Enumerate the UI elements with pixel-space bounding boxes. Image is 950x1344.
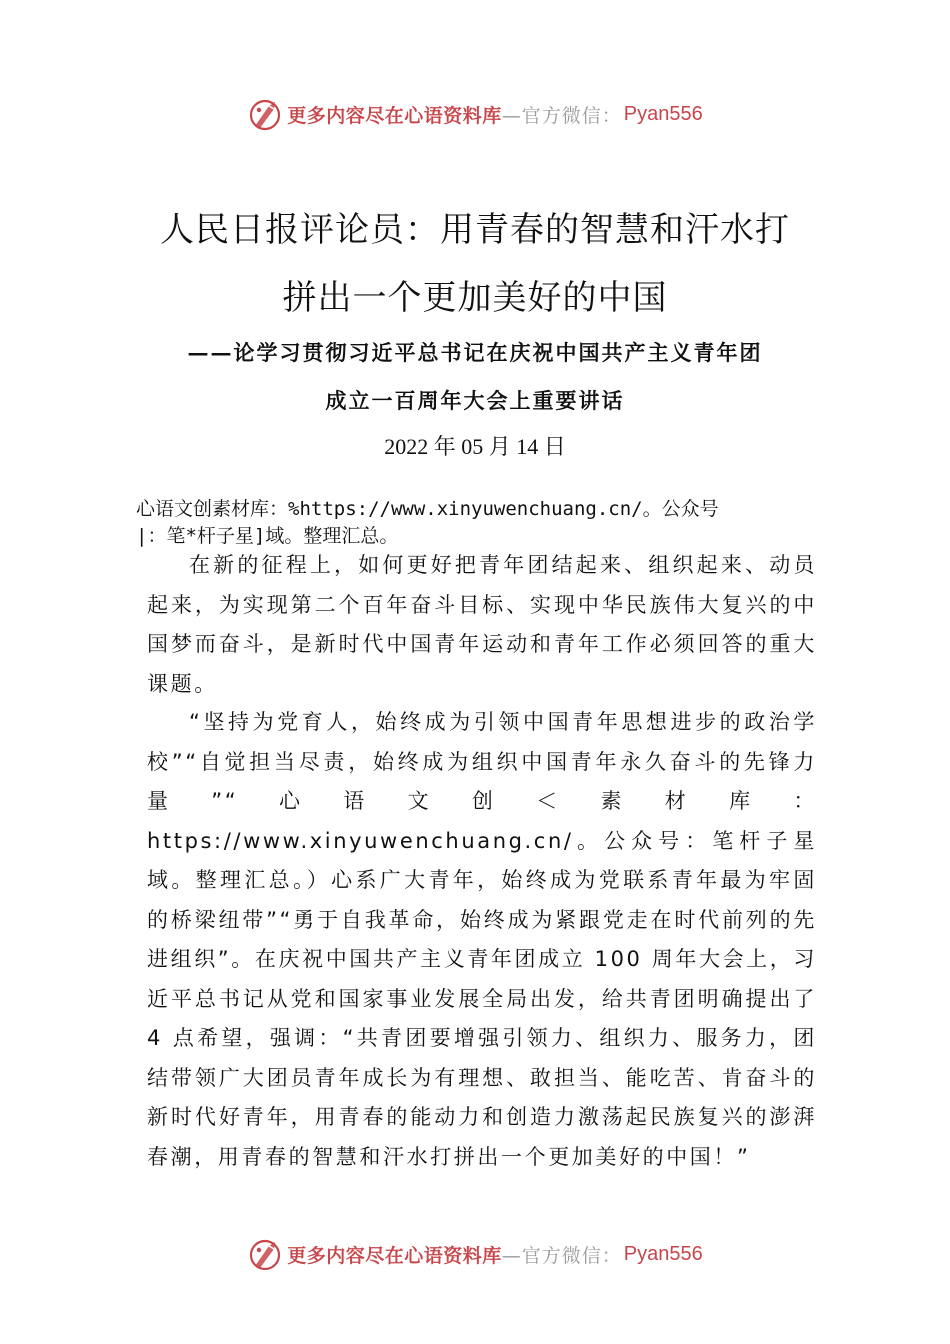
- pen-nib-icon: [247, 96, 283, 132]
- subtitle-line-2: 成立一百周年大会上重要讲话: [325, 388, 625, 413]
- source-note-line-1: 心语文创素材库：%https://www.xinyuwenchuang.cn/。公众号: [136, 498, 719, 520]
- body-paragraph-1: 在新的征程上，如何更好把青年团结起来、组织起来、动员起来，为实现第二个百年奋斗目标、实现中华民族伟大复兴的中国梦而奋斗，是新时代中国青年运动和青年工作必须回答的重大课题。: [147, 553, 817, 696]
- publish-date: 2022 年 05 月 14 日: [384, 434, 566, 459]
- watermark-banner-top: [0, 92, 950, 136]
- watermark-wechat-id: Pyan556: [623, 102, 703, 125]
- pen-nib-icon: [247, 1236, 283, 1272]
- watermark-wechat-id: Pyan556: [623, 1242, 703, 1265]
- watermark-banner-bottom: [0, 1232, 950, 1276]
- source-note-line-2: |：笔*杆子星]域。整理汇总。: [136, 525, 399, 547]
- watermark-wechat-label: —官方微信：: [501, 104, 622, 127]
- watermark-brand: 更多内容尽在心语资料库: [287, 104, 502, 127]
- subtitle-line-1: ——论学习贯彻习近平总书记在庆祝中国共产主义青年团: [187, 340, 763, 365]
- page-title-line-2: 拼出一个更加美好的中国: [282, 278, 668, 318]
- page-title-line-1: 人民日报评论员：用青春的智慧和汗水打: [160, 210, 790, 250]
- body-paragraph-2: “坚持为党育人，始终成为引领中国青年思想进步的政治学校”“自觉担当尽责，始终成为组织中国青年永久奋斗的先锋力量”“心语文创＜素材库：https://www.xinyuwenchuang.cn/。公众号：笔杆子星域。整理汇总。）心系广大青年，始终成为党联系青年最为牢固的桥梁纽带”“勇于自我革命，始终成为紧跟党走在时代前列的先进组织”。在庆祝中国共产主义青年团成立 100 周年大会上，习近平总书记从党和国家事业发展全局出发，给共青团明确提出了 4 点希望，强调：“共青团要增强引领力、组织力、服务力，团结带领广大团员青年成长为有理想、敢担当、能吃苦、肯奋斗的新时代好青年，用青春的能动力和创造力激荡起民族复兴的澎湃春潮，用青春的智慧和汗水打拼出一个更加美好的中国！”: [147, 710, 817, 1169]
- watermark-wechat-label: —官方微信：: [501, 1244, 622, 1267]
- watermark-brand: 更多内容尽在心语资料库: [287, 1244, 502, 1267]
